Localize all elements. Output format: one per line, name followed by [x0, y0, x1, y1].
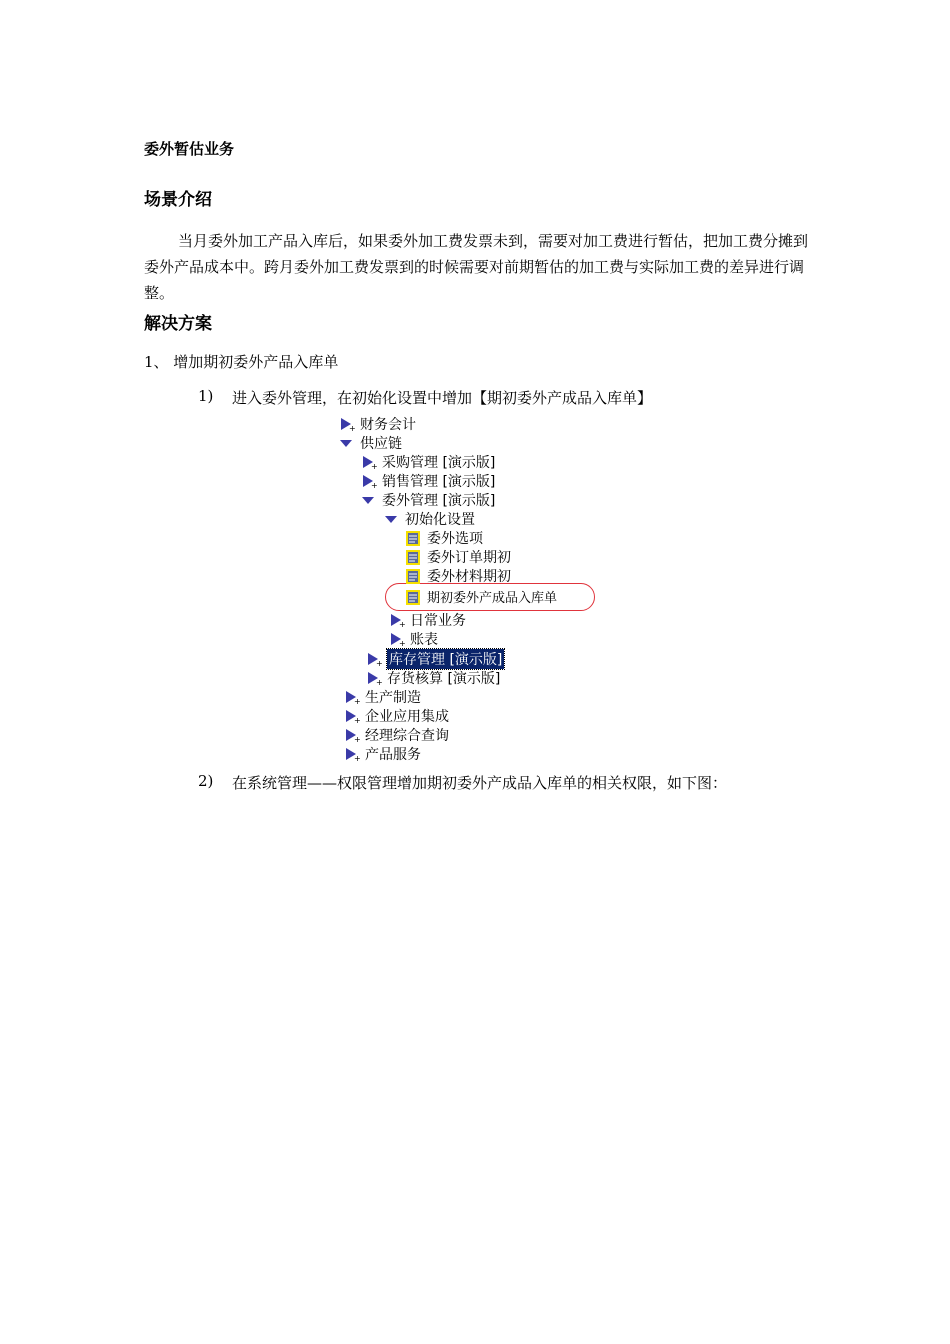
svg-text:+: + — [371, 461, 378, 470]
tree-item-sales[interactable] — [360, 471, 495, 490]
step-1-text: 1、 增加期初委外产品入库单 — [144, 353, 339, 371]
collapsed-arrow-icon — [343, 727, 361, 743]
document-icon — [405, 530, 423, 546]
scenario-paragraph: 当月委外加工产品入库后，如果委外加工费发票未到，需要对加工费进行暂估，把加工费分摊到委外产品成本中。跨月委外加工费发票到的时候需要对前期暂估的加工费与实际加工费的差异进行调整。 — [144, 232, 809, 302]
tree-item-label: 委外选项 — [427, 530, 483, 547]
tree-item-label: 委外管理 [演示版] — [382, 492, 496, 509]
svg-text:+: + — [399, 619, 406, 628]
tree-item-finance[interactable] — [338, 414, 416, 433]
substep-1-number: 1) — [198, 387, 214, 405]
section-heading-solution: 解决方案 — [144, 314, 212, 334]
svg-text:+: + — [354, 715, 361, 724]
document-title: 委外暂估业务 — [144, 140, 235, 158]
tree-item-label: 经理综合查询 — [365, 727, 449, 744]
section-heading-scenario: 场景介绍 — [144, 190, 212, 210]
tree-item-label: 初始化设置 — [405, 511, 475, 528]
tree-item-inventory-accounting[interactable] — [365, 668, 500, 687]
tree-item-inventory[interactable] — [365, 649, 504, 668]
collapsed-arrow-icon — [360, 454, 378, 470]
tree-item-outsourcing[interactable] — [360, 490, 495, 509]
tree-item-reports[interactable] — [388, 629, 438, 648]
document-icon — [405, 589, 423, 605]
tree-item-enterprise-integration[interactable] — [343, 706, 449, 725]
tree-item-label: 销售管理 [演示版] — [382, 473, 496, 490]
tree-item-label: 产品服务 — [365, 746, 421, 763]
tree-item-purchase[interactable] — [360, 452, 495, 471]
svg-text:+: + — [376, 658, 383, 667]
tree-item-order-opening[interactable] — [405, 547, 511, 566]
substep-2-text: 在系统管理——权限管理增加期初委外产成品入库单的相关权限，如下图： — [232, 774, 728, 792]
substep-1-text: 进入委外管理，在初始化设置中增加【期初委外产成品入库单】 — [232, 389, 653, 407]
tree-item-label: 供应链 — [360, 435, 402, 452]
tree-item-label: 委外材料期初 — [427, 568, 511, 585]
svg-text:+: + — [354, 753, 361, 762]
tree-item-label: 生产制造 — [365, 689, 421, 706]
svg-text:+: + — [376, 677, 383, 686]
svg-text:+: + — [354, 734, 361, 743]
tree-item-product-service[interactable] — [343, 744, 421, 763]
tree-item-label: 期初委外产成品入库单 — [427, 591, 558, 606]
tree-item-label: 日常业务 — [410, 612, 466, 629]
tree-item-label: 委外订单期初 — [427, 549, 511, 566]
tree-item-opening-product-receipt[interactable] — [405, 587, 557, 606]
tree-item-material-opening[interactable] — [405, 566, 511, 585]
module-tree-screenshot — [338, 412, 598, 768]
collapsed-arrow-icon — [343, 689, 361, 705]
collapsed-arrow-icon — [388, 631, 406, 647]
tree-item-supply-chain[interactable] — [338, 433, 402, 452]
document-icon — [405, 568, 423, 584]
tree-item-label: 库存管理 [演示版] — [387, 649, 504, 669]
tree-item-daily-business[interactable] — [388, 610, 466, 629]
tree-item-outsourcing-options[interactable] — [405, 528, 483, 547]
collapsed-arrow-icon — [343, 708, 361, 724]
tree-item-manager-query[interactable] — [343, 725, 449, 744]
tree-item-label: 财务会计 — [360, 416, 416, 433]
expanded-arrow-icon — [383, 511, 401, 527]
expanded-arrow-icon — [360, 492, 378, 508]
document-icon — [405, 549, 423, 565]
collapsed-arrow-icon — [338, 416, 356, 432]
tree-item-init-settings[interactable] — [383, 509, 475, 528]
tree-item-label: 采购管理 [演示版] — [382, 454, 496, 471]
tree-item-label: 存货核算 [演示版] — [387, 670, 501, 687]
tree-item-label: 账表 — [410, 631, 438, 648]
svg-text:+: + — [371, 480, 378, 489]
collapsed-arrow-icon — [365, 670, 383, 686]
substep-2-number: 2) — [198, 772, 214, 790]
svg-text:+: + — [399, 638, 406, 647]
expanded-arrow-icon — [338, 435, 356, 451]
tree-item-label: 企业应用集成 — [365, 708, 449, 725]
collapsed-arrow-icon — [388, 612, 406, 628]
tree-item-production[interactable] — [343, 687, 421, 706]
collapsed-arrow-icon — [365, 651, 383, 667]
svg-text:+: + — [349, 423, 356, 432]
collapsed-arrow-icon — [360, 473, 378, 489]
svg-text:+: + — [354, 696, 361, 705]
collapsed-arrow-icon — [343, 746, 361, 762]
